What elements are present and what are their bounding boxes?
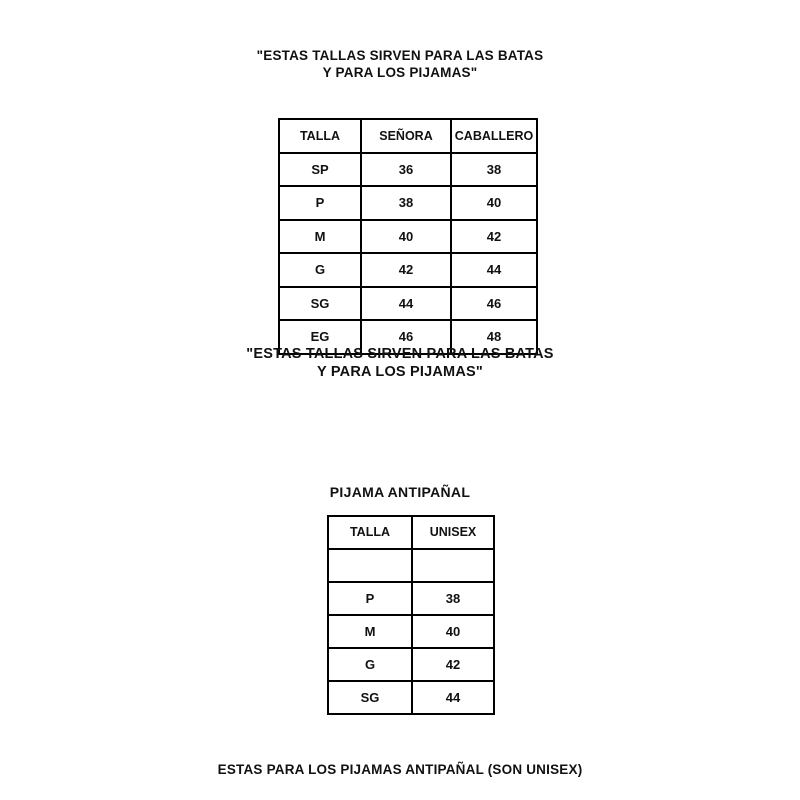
cell-unisex xyxy=(412,549,494,582)
column-header-talla: TALLA xyxy=(279,119,361,153)
table-row xyxy=(279,287,537,321)
heading-batas-mid-line2: Y PARA LOS PIJAMAS" xyxy=(317,364,483,381)
cell-talla: SG xyxy=(279,287,361,321)
table-header-row xyxy=(279,119,537,153)
cell-senora: 40 xyxy=(361,220,451,254)
heading-batas-mid-line1: "ESTAS TALLAS SIRVEN PARA LAS BATAS xyxy=(246,346,554,362)
cell-caballero: 38 xyxy=(451,153,537,187)
heading-batas-top-line1: "ESTAS TALLAS SIRVEN PARA LAS BATAS xyxy=(256,48,544,63)
cell-unisex: 44 xyxy=(412,681,494,714)
cell-senora: 42 xyxy=(361,253,451,287)
table-header-row xyxy=(328,516,494,549)
size-table-batas xyxy=(278,118,538,355)
table-row xyxy=(279,186,537,220)
cell-talla: P xyxy=(279,186,361,220)
column-header-senora: SEÑORA xyxy=(361,119,451,153)
heading-pijama-antipanal-note: ESTAS PARA LOS PIJAMAS ANTIPAÑAL (SON UNISEX) xyxy=(217,762,583,777)
cell-senora: 36 xyxy=(361,153,451,187)
table-row xyxy=(328,582,494,615)
column-header-talla: TALLA xyxy=(328,516,412,549)
cell-talla: M xyxy=(328,615,412,648)
cell-caballero: 44 xyxy=(451,253,537,287)
table-row xyxy=(328,615,494,648)
cell-senora: 44 xyxy=(361,287,451,321)
cell-caballero: 48 xyxy=(451,320,537,354)
column-header-caballero: CABALLERO xyxy=(451,119,537,153)
table-row xyxy=(279,253,537,287)
cell-talla: M xyxy=(279,220,361,254)
table-row xyxy=(328,681,494,714)
cell-caballero: 42 xyxy=(451,220,537,254)
size-table-pijama-antipanal xyxy=(327,515,495,715)
table-row xyxy=(328,648,494,681)
column-header-unisex: UNISEX xyxy=(412,516,494,549)
heading-pijama-antipanal: PIJAMA ANTIPAÑAL xyxy=(329,484,471,500)
cell-talla: SP xyxy=(279,153,361,187)
cell-senora: 46 xyxy=(361,320,451,354)
cell-unisex: 40 xyxy=(412,615,494,648)
cell-talla: G xyxy=(279,253,361,287)
cell-senora: 38 xyxy=(361,186,451,220)
cell-unisex: 42 xyxy=(412,648,494,681)
table-row xyxy=(279,153,537,187)
cell-caballero: 46 xyxy=(451,287,537,321)
heading-batas-top xyxy=(0,48,800,82)
cell-talla: P xyxy=(328,582,412,615)
heading-batas-top-line2: Y PARA LOS PIJAMAS" xyxy=(322,64,478,80)
heading-batas-mid xyxy=(0,345,800,381)
cell-talla: SG xyxy=(328,681,412,714)
cell-unisex: 38 xyxy=(412,582,494,615)
table-row xyxy=(328,549,494,582)
cell-talla: EG xyxy=(279,320,361,354)
cell-caballero: 40 xyxy=(451,186,537,220)
cell-talla: G xyxy=(328,648,412,681)
table-row xyxy=(279,220,537,254)
cell-talla xyxy=(328,549,412,582)
